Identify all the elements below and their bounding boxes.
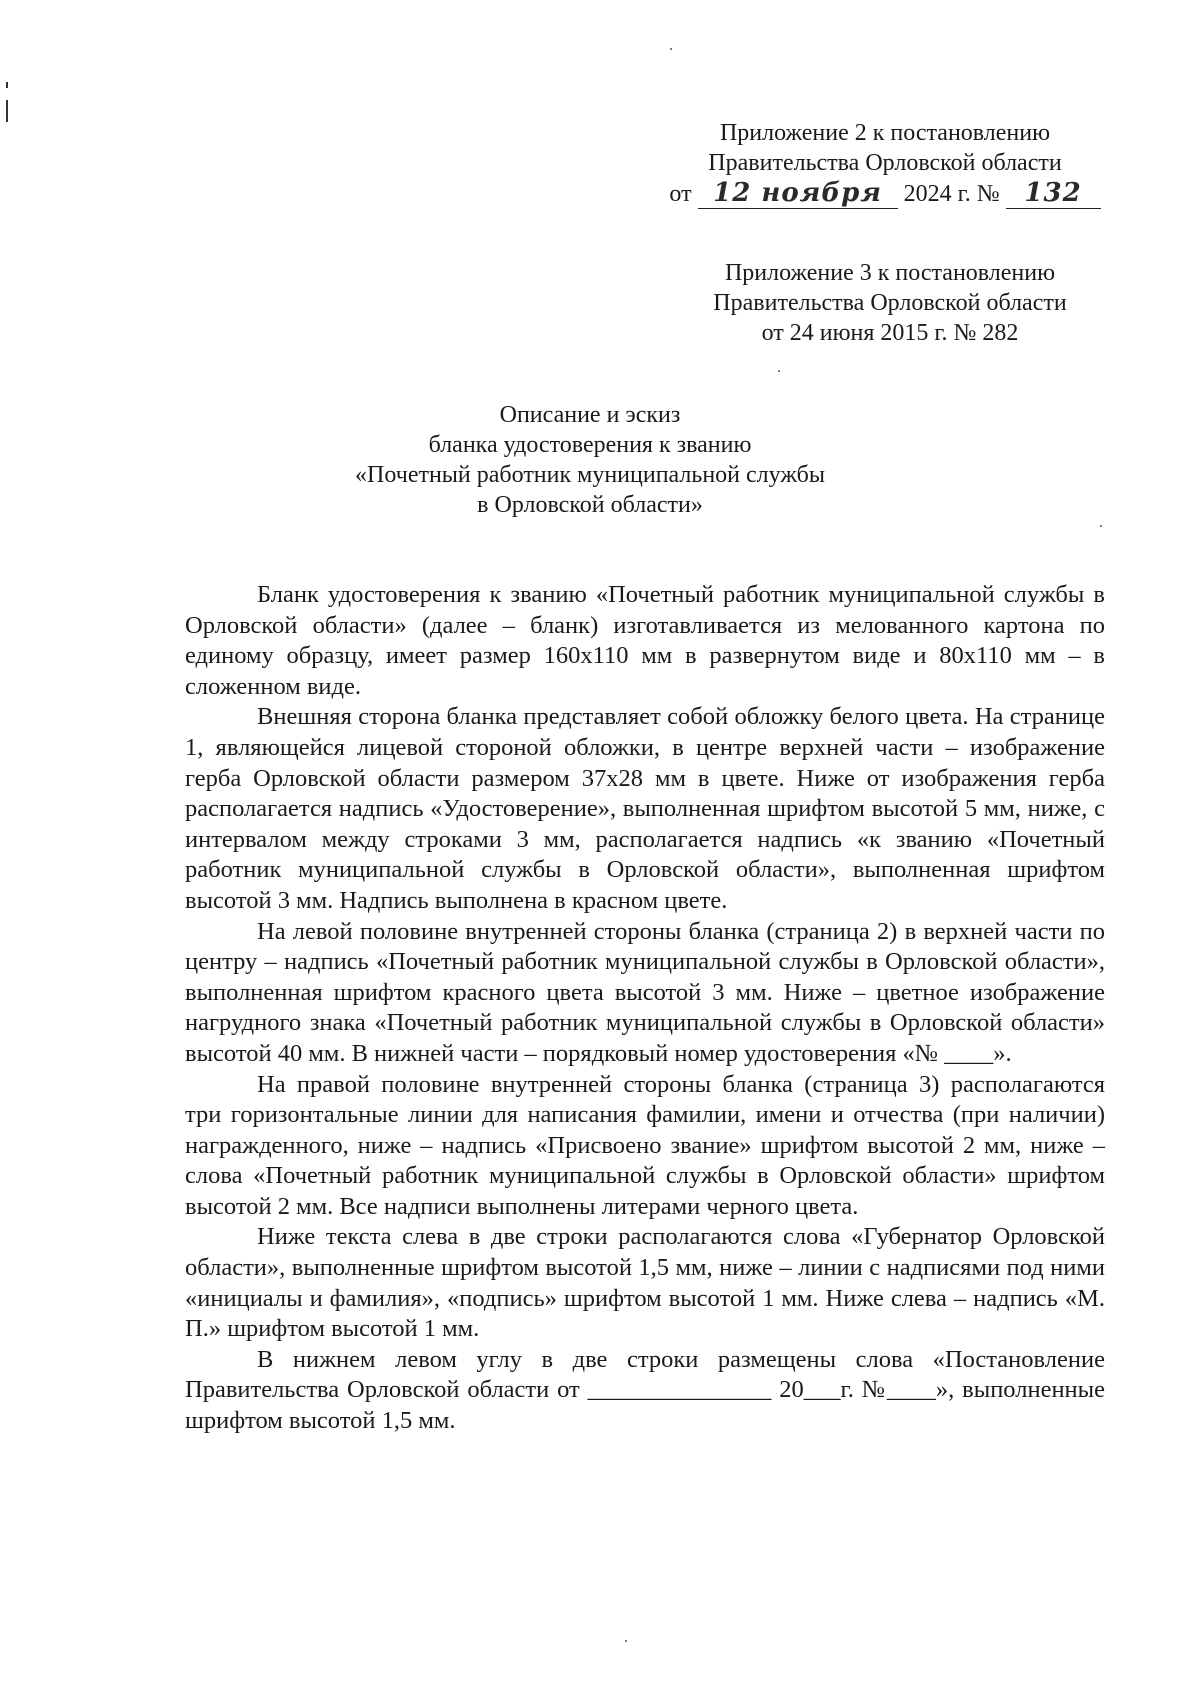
title-line4: в Орловской области»	[477, 492, 703, 518]
scan-dot	[625, 1640, 627, 1642]
paragraph-right-inner: На правой половине внутренней стороны бланка (страница 3) располагаются три горизонтальные линии для написания фамилии, имени и отчества (при наличии) награжденного, ниже – надпись «Присвоено звание» шрифтом высотой 2 мм, ниже – слова «Почетный работник муниципальной службы в Орловской области» шрифтом высотой 2 мм. Все надписи выполнены литерами черного цвета.	[185, 1070, 1105, 1220]
scan-margin-mark	[6, 100, 8, 122]
appendix-original-line1: Приложение 3 к постановлению	[724, 260, 1056, 286]
handwritten-date: 12 ноября	[698, 178, 898, 209]
appendix-original	[655, 258, 1125, 348]
appendix-original-line3: от 24 июня 2015 г. № 282	[761, 320, 1019, 346]
scan-dot	[778, 370, 780, 372]
scan-dot	[670, 48, 672, 50]
appendix-current-line1: Приложение 2 к постановлению	[719, 120, 1051, 146]
paragraph-bottom-corner: В нижнем левом углу в две строки размещены слова «Постановление Правительства Орловской области от _______________ 20___г. №____», выполненные шрифтом высотой 1,5 мм.	[185, 1345, 1105, 1435]
document-title	[290, 400, 890, 520]
document-body	[185, 580, 1105, 1437]
title-line3: «Почетный работник муниципальной службы	[355, 462, 825, 488]
appendix-current	[650, 118, 1120, 209]
appendix-current-line2: Правительства Орловской области	[708, 150, 1062, 176]
paragraph-governor: Ниже текста слева в две строки располагаются слова «Губернатор Орловской области», выполненные шрифтом высотой 1,5 мм, ниже – линии с надписями под ними «инициалы и фамилия», «подпись» шрифтом высотой 1 мм. Ниже слева – надпись «М. П.» шрифтом высотой 1 мм.	[185, 1223, 1105, 1343]
date-prefix: от	[669, 181, 692, 207]
year-text: 2024 г. №	[903, 181, 1000, 207]
paragraph-size: Бланк удостоверения к званию «Почетный работник муниципальной службы в Орловской области» (далее – бланк) изготавливается из мелованного картона по единому образцу, имеет размер 160х110 мм в развернутом виде и 80х110 мм – в сложенном виде.	[185, 581, 1105, 700]
appendix-original-line2: Правительства Орловской области	[713, 290, 1067, 316]
appendix-current-date-line	[650, 178, 1120, 209]
paragraph-outer-side: Внешняя сторона бланка представляет собой обложку белого цвета. На странице 1, являющейся лицевой стороной обложки, в центре верхней части – изображение герба Орловской области размером 37х28 мм в цвете. Ниже от изображения герба располагается надпись «Удостоверение», выполненная шрифтом высотой 5 мм, ниже, с интервалом между строками 3 мм, располагается надпись «к званию «Почетный работник муниципальной службы в Орловской области», выполненная шрифтом высотой 3 мм. Надпись выполнена в красном цвете.	[185, 703, 1105, 914]
title-line1: Описание и эскиз	[499, 402, 681, 428]
scan-dot	[1100, 525, 1102, 527]
title-line2: бланка удостоверения к званию	[428, 432, 752, 458]
handwritten-number: 132	[1006, 178, 1101, 209]
paragraph-left-inner: На левой половине внутренней стороны бланка (страница 2) в верхней части по центру – надпись «Почетный работник муниципальной службы в Орловской области», выполненная шрифтом красного цвета высотой 3 мм. Ниже – цветное изображение нагрудного знака «Почетный работник муниципальной службы в Орловской области» высотой 40 мм. В нижней части – порядковый номер удостоверения «№ ____».	[185, 917, 1105, 1067]
scan-margin-mark	[6, 82, 8, 88]
